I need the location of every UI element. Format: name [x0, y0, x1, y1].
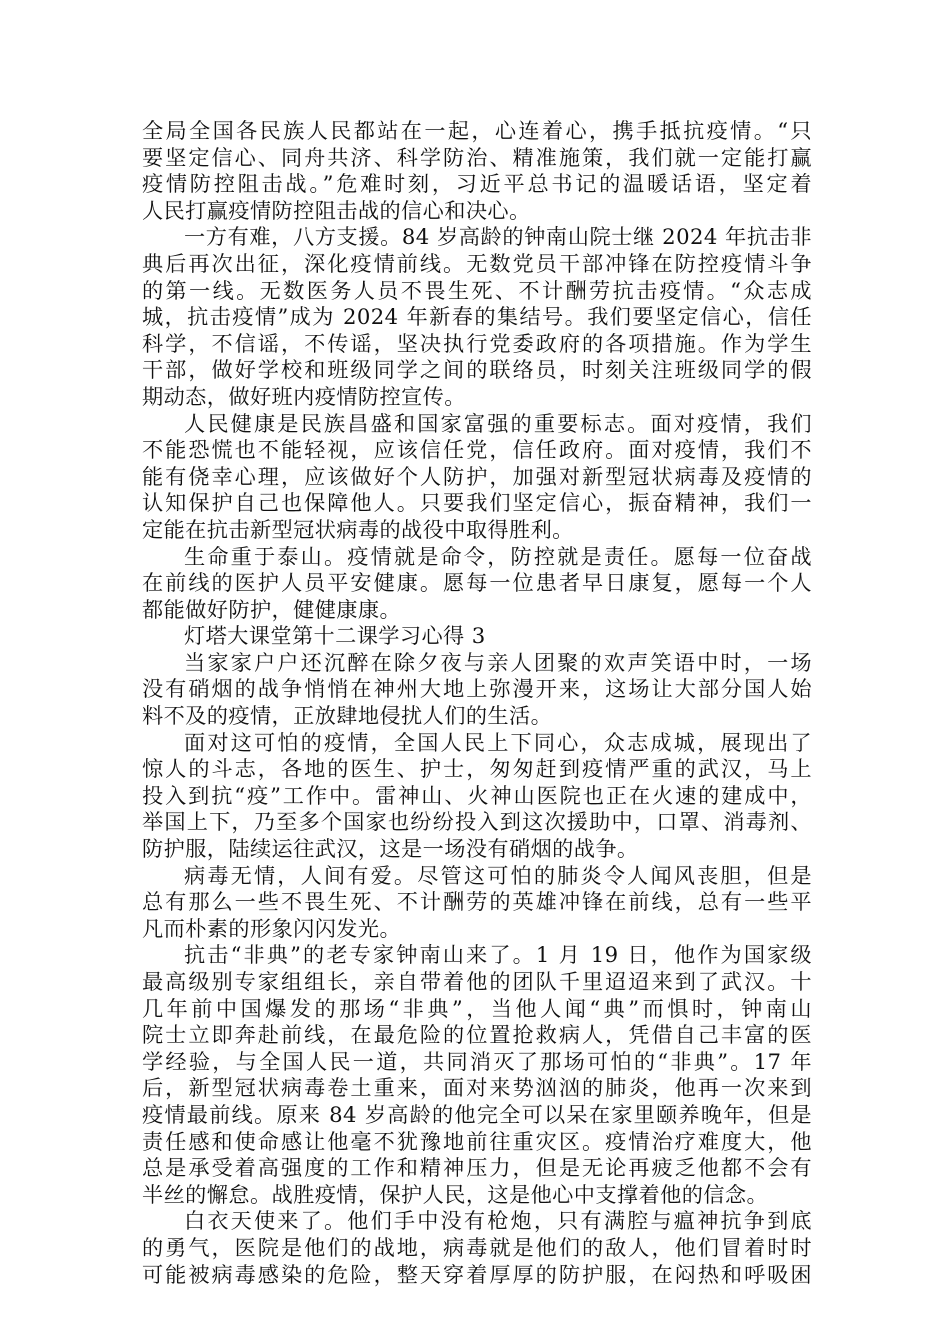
paragraph [142, 730, 812, 863]
text-line: 院士立即奔赴前线，在最危险的位置抢救病人，凭借自己丰富的医 [142, 1022, 812, 1048]
text-line: 总有那么一些不畏生死、不计酬劳的英雄冲锋在前线，总有一些平 [142, 889, 812, 915]
text-line: 当家家户户还沉醉在除夕夜与亲人团聚的欢声笑语中时，一场 [184, 649, 812, 675]
text-line: 全局全国各民族人民都站在一起，心连着心，携手抵抗疫情。“只 [142, 118, 812, 143]
text-line: 都能做好防护，健健康康。 [142, 596, 402, 622]
text-line: 惊人的斗志，各地的医生、护士，匆匆赶到疫情严重的武汉，马上 [142, 756, 812, 782]
text-line: 白衣天使来了。他们手中没有枪炮，只有满腔与瘟神抗争到底 [184, 1208, 812, 1234]
text-line: 几年前中国爆发的那场“非典”，当他人闻“典”而惧时，钟南山 [142, 995, 812, 1021]
text-line: 总是承受着高强度的工作和精神压力，但是无论再疲乏他都不会有 [142, 1155, 812, 1181]
paragraph [142, 650, 812, 730]
text-line: 料不及的疫情，正放肆地侵扰人们的生活。 [142, 703, 553, 729]
text-line: 灯塔大课堂第十二课学习心得 3 [184, 623, 486, 649]
text-line: 的勇气，医院是他们的战地，病毒就是他们的敌人，他们冒着时时 [142, 1234, 812, 1260]
paragraph [142, 411, 812, 544]
paragraph [142, 118, 812, 224]
paragraph [142, 942, 812, 1208]
paragraph [142, 1208, 812, 1288]
text-line: 要坚定信心、同舟共济、科学防治、精准施策，我们就一定能打赢 [142, 144, 812, 170]
text-line: 防护服，陆续运往武汉，这是一场没有硝烟的战争。 [142, 836, 639, 862]
paragraph [142, 544, 812, 624]
text-line: 责任感和使命感让他毫不犹豫地前往重灾区。疫情治疗难度大，他 [142, 1128, 812, 1154]
text-line: 能有侥幸心理，应该做好个人防护，加强对新型冠状病毒及疫情的 [142, 463, 812, 489]
text-line: 凡而朴素的形象闪闪发光。 [142, 915, 402, 941]
text-line: 人民打赢疫情防控阻击战的信心和决心。 [142, 197, 531, 223]
text-line: 典后再次出征，深化疫情前线。无数党员干部冲锋在防控疫情斗争 [142, 250, 812, 276]
text-line: 干部，做好学校和班级同学之间的联络员，时刻关注班级同学的假 [142, 357, 812, 383]
text-line: 病毒无情，人间有爱。尽管这可怕的肺炎令人闻风丧胆，但是 [184, 862, 812, 888]
section-heading [142, 623, 812, 650]
text-line: 人民健康是民族昌盛和国家富强的重要标志。面对疫情，我们 [184, 410, 812, 436]
text-line: 城，抗击疫情”成为 2024 年新春的集结号。我们要坚定信心，信任 [142, 304, 812, 330]
text-line: 学经验，与全国人民一道，共同消灭了那场可怕的“非典”。17 年 [142, 1048, 812, 1074]
text-line: 在前线的医护人员平安健康。愿每一位患者早日康复，愿每一个人 [142, 570, 812, 596]
text-line: 期动态，做好班内疫情防控宣传。 [142, 383, 466, 409]
text-line: 最高级别专家组组长，亲自带着他的团队千里迢迢来到了武汉。十 [142, 969, 812, 994]
text-line: 的第一线。无数医务人员不畏生死、不计酬劳抗击疫情。“众志成 [142, 277, 812, 303]
text-line: 面对这可怕的疫情，全国人民上下同心，众志成城，展现出了 [184, 729, 812, 755]
text-line: 举国上下，乃至多个国家也纷纷投入到这次援助中，口罩、消毒剂、 [142, 809, 812, 835]
text-line: 投入到抗“疫”工作中。雷神山、火神山医院也正在火速的建成中， [142, 782, 812, 808]
text-line: 后，新型冠状病毒卷土重来，面对来势汹汹的肺炎，他再一次来到 [142, 1075, 812, 1101]
text-line: 抗击“非典”的老专家钟南山来了。1 月 19 日，他作为国家级 [184, 942, 812, 968]
text-line: 科学，不信谣，不传谣，坚决执行党委政府的各项措施。作为学生 [142, 330, 812, 356]
text-line: 定能在抗击新型冠状病毒的战役中取得胜利。 [142, 516, 574, 542]
text-line: 生命重于泰山。疫情就是命令，防控就是责任。愿每一位奋战 [184, 543, 812, 569]
text-line: 一方有难，八方支援。84 岁高龄的钟南山院士继 2024 年抗击非 [184, 224, 812, 250]
text-line: 半丝的懈怠。战胜疫情，保护人民，这是他心中支撑着他的信念。 [142, 1181, 769, 1207]
text-line: 可能被病毒感染的危险，整天穿着厚厚的防护服，在闷热和呼吸困 [142, 1261, 812, 1287]
text-line: 疫情最前线。原来 84 岁高龄的他完全可以呆在家里颐养晚年，但是 [142, 1101, 812, 1127]
text-line: 认知保护自己也保障他人。只要我们坚定信心，振奋精神，我们一 [142, 490, 812, 516]
text-line: 疫情防控阻击战。”危难时刻，习近平总书记的温暖话语，坚定着 [142, 171, 812, 197]
text-line: 没有硝烟的战争悄悄在神州大地上弥漫开来，这场让大部分国人始 [142, 676, 812, 702]
text-line: 不能恐慌也不能轻视，应该信任党，信任政府。面对疫情，我们不 [142, 437, 812, 463]
paragraph [142, 224, 812, 410]
document-body [142, 118, 812, 1288]
paragraph [142, 863, 812, 943]
